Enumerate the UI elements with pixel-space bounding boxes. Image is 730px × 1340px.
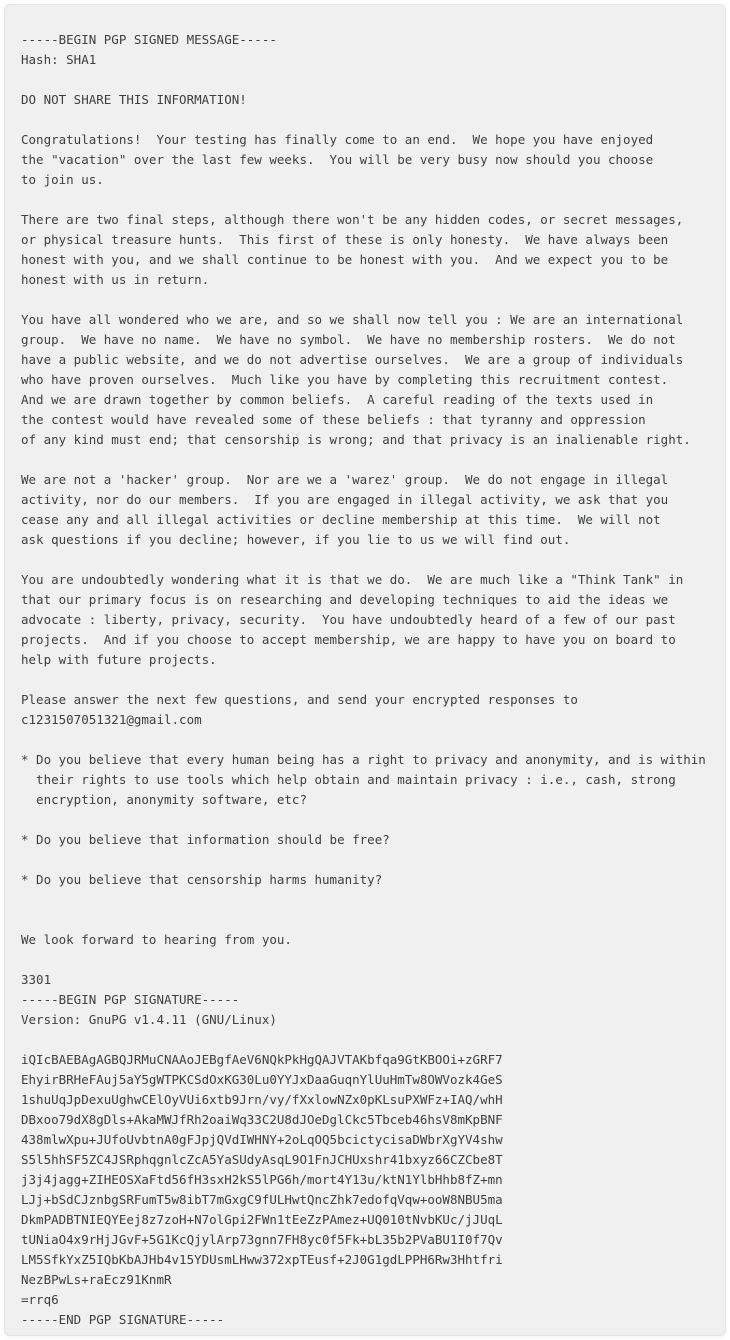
pgp-signed-message-text[interactable] [21,30,717,1330]
message-line: =rrq6 [21,1291,59,1307]
message-line [21,290,717,310]
message-line: And we are drawn together by common beliefs. A careful reading of the texts used in [21,391,654,407]
message-line [21,450,717,470]
message-line: to join us. [21,171,104,187]
message-line [21,670,717,690]
message-line [21,550,717,570]
message-line: Version: GnuPG v1.4.11 (GNU/Linux) [21,1011,277,1027]
message-line: -----END PGP SIGNATURE----- [21,1311,225,1327]
message-line [21,190,717,210]
message-line: -----BEGIN PGP SIGNATURE----- [21,991,240,1007]
message-line: j3j4jagg+ZIHEOSXaFtd56fH3sxH2kS5lPG6h/mort4Y13u/ktN1YlbHhb8fZ+mn [21,1171,503,1187]
message-line: group. We have no name. We have no symbol. We have no membership rosters. We do not [21,331,676,347]
message-line: We look forward to hearing from you. [21,931,292,947]
message-line: that our primary focus is on researching and developing techniques to aid the ideas we [21,591,669,607]
message-line: the "vacation" over the last few weeks. You will be very busy now should you choose [21,151,654,167]
message-line: iQIcBAEBAgAGBQJRMuCNAAoJEBgfAeV6NQkPkHgQAJVTAKbfqa9GtKBOOi+zGRF7 [21,1051,503,1067]
message-line: activity, nor do our members. If you are engaged in illegal activity, we ask that you [21,491,669,507]
message-line: EhyirBRHeFAuj5aY5gWTPKCSdOxKG30Lu0YYJxDaaGuqnYlUuHmTw8OWVozk4GeS [21,1071,503,1087]
message-line: honest with us in return. [21,271,210,287]
message-line: who have proven ourselves. Much like you have by completing this recruitment contest. [21,371,669,387]
message-line: -----BEGIN PGP SIGNED MESSAGE----- [21,31,277,47]
message-line: Please answer the next few questions, and send your encrypted responses to [21,691,578,707]
message-line: S5l5hhSF5ZC4JSRphqgnlcZcA5YaSUdyAsqL9O1FnJCHUxshr41bxyz66CZCbe8T [21,1151,503,1167]
message-line: You are undoubtedly wondering what it is that we do. We are much like a "Think Tank" in [21,571,684,587]
message-line [21,70,717,90]
message-line: You have all wondered who we are, and so we shall now tell you : We are an international [21,311,684,327]
message-line [21,110,717,130]
message-line: of any kind must end; that censorship is wrong; and that privacy is an inalienable right. [21,431,691,447]
message-line: cease any and all illegal activities or decline membership at this time. We will not [21,511,661,527]
message-line [21,910,717,930]
message-line: * Do you believe that censorship harms humanity? [21,871,383,887]
message-line: ask questions if you decline; however, if you lie to us we will find out. [21,531,571,547]
message-line: advocate : liberty, privacy, security. You have undoubtedly heard of a few of our past [21,611,676,627]
message-line [21,730,717,750]
message-line: 1shuUqJpDexuUghwCElOyVUi6xtb9Jrn/vy/fXxlowNZx0pKLsuPXWFz+IAQ/whH [21,1091,503,1107]
message-line: honest with you, and we shall continue to be honest with you. And we expect you to be [21,251,669,267]
message-line: help with future projects. [21,651,217,667]
message-line: Hash: SHA1 [21,51,97,67]
message-line: LJj+bSdCJznbgSRFumT5w8ibT7mGxgC9fULHwtQncZhk7edofqVqw+ooW8NBU5ma [21,1191,503,1207]
message-line: NezBPwLs+raEcz91KnmR [21,1271,172,1287]
document-surface [4,4,726,1336]
message-line: DBxoo79dX8gDls+AkaMWJfRh2oaiWq33C2U8dJOeDglCkc5Tbceb46hsV8mKpBNF [21,1111,503,1127]
message-line: tUNiaO4x9rHjJGvF+5G1KcQjylArp73gnn7FH8yc0f5Fk+bL35b2PVaBU1I0f7Qv [21,1231,503,1247]
message-line: their rights to use tools which help obtain and maintain privacy : i.e., cash, strong [21,771,676,787]
message-line: or physical treasure hunts. This first of these is only honesty. We have always been [21,231,669,247]
message-line: * Do you believe that information should be free? [21,831,390,847]
message-line [21,810,717,830]
message-line: * Do you believe that every human being has a right to privacy and anonymity, and is within [21,751,706,767]
message-line: LM5SfkYxZ5IQbKbAJHb4v15YDUsmLHww372xpTEusf+2J0G1gdLPPH6Rw3Hhtfri [21,1251,503,1267]
message-line [21,950,717,970]
message-line: encryption, anonymity software, etc? [21,791,307,807]
message-line: 3301 [21,971,52,987]
message-line: have a public website, and we do not advertise ourselves. We are a group of individuals [21,351,684,367]
message-line: projects. And if you choose to accept membership, we are happy to have you on board to [21,631,676,647]
message-line [21,890,717,910]
message-line: There are two final steps, although there won't be any hidden codes, or secret messages, [21,211,684,227]
message-line: Congratulations! Your testing has finally come to an end. We hope you have enjoyed [21,131,654,147]
message-line: DkmPADBTNIEQYEej8z7zoH+N7olGpi2FWn1tEeZzPAmez+UQ010tNvbKUc/jJUqL [21,1211,503,1227]
message-line: DO NOT SHARE THIS INFORMATION! [21,91,247,107]
message-line: c1231507051321@gmail.com [21,711,202,727]
message-line: We are not a 'hacker' group. Nor are we a 'warez' group. We do not engage in illegal [21,471,669,487]
message-line [21,850,717,870]
message-line: 438mlwXpu+JUfoUvbtnA0gFJpjQVdIWHNY+2oLqOQ5bcictycisaDWbrXgYV4shw [21,1131,503,1147]
message-line [21,1030,717,1050]
message-line: the contest would have revealed some of these beliefs : that tyranny and oppression [21,411,646,427]
